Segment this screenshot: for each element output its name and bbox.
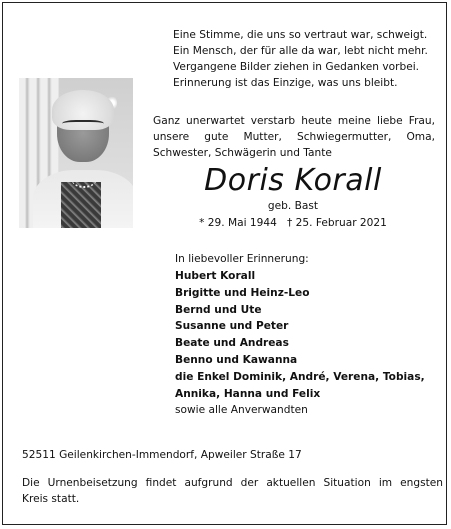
mourners-list — [175, 251, 437, 419]
mourner-name: Hubert Korall — [175, 270, 256, 282]
photo-figure-glasses — [62, 120, 104, 131]
obituary-notice — [2, 2, 447, 525]
mourner-name: Susanne und Peter — [175, 320, 289, 333]
announcement-text — [153, 113, 435, 161]
birth-name: geb. Bast — [267, 200, 319, 212]
mourners-tail: sowie alle Anverwandten — [175, 404, 308, 417]
announcement-line: Ganz unerwartet verstarb heute meine liebe Frau, — [153, 115, 435, 127]
poem-line: Ein Mensch, der für alle da war, lebt nicht mehr. — [173, 45, 428, 57]
poem-line: Eine Stimme, die uns so vertraut war, schweigt. — [173, 29, 428, 41]
mourner-name: Annika, Hanna und Felix — [175, 387, 321, 400]
poem-line: Vergangene Bilder ziehen in Gedanken vorbei. — [173, 61, 420, 73]
deceased-name: Doris Korall — [204, 163, 382, 198]
burial-note — [22, 475, 443, 507]
portrait-photo — [19, 78, 133, 228]
family-address: 52511 Geilenkirchen-Immendorf, Apweiler Straße 17 — [22, 449, 302, 461]
mourner-name: Beate und Andreas — [175, 337, 289, 350]
photo-figure-necklace — [71, 168, 97, 188]
mourner-name: Brigitte und Heinz-Leo — [175, 286, 310, 299]
mourners-lead: In liebevoller Erinnerung: — [175, 253, 309, 265]
life-dates: * 29. Mai 1944 † 25. Februar 2021 — [199, 217, 387, 229]
photo-figure-top — [61, 182, 101, 228]
poem-line: Erinnerung ist das Einzige, was uns bleibt. — [173, 77, 398, 89]
announcement-line: Schwester, Schwägerin und Tante — [153, 147, 332, 159]
burial-note-line: Kreis statt. — [22, 493, 80, 505]
memorial-poem — [173, 27, 443, 91]
mourner-name: Bernd und Ute — [175, 303, 262, 316]
announcement-line: unsere gute Mutter, Schwiegermutter, Oma, — [153, 131, 435, 143]
burial-note-line: Die Urnenbeisetzung findet aufgrund der aktuellen Situation im engsten — [22, 477, 443, 489]
mourner-name: Benno und Kawanna — [175, 353, 298, 366]
mourner-name: die Enkel Dominik, André, Verena, Tobias, — [175, 370, 425, 383]
